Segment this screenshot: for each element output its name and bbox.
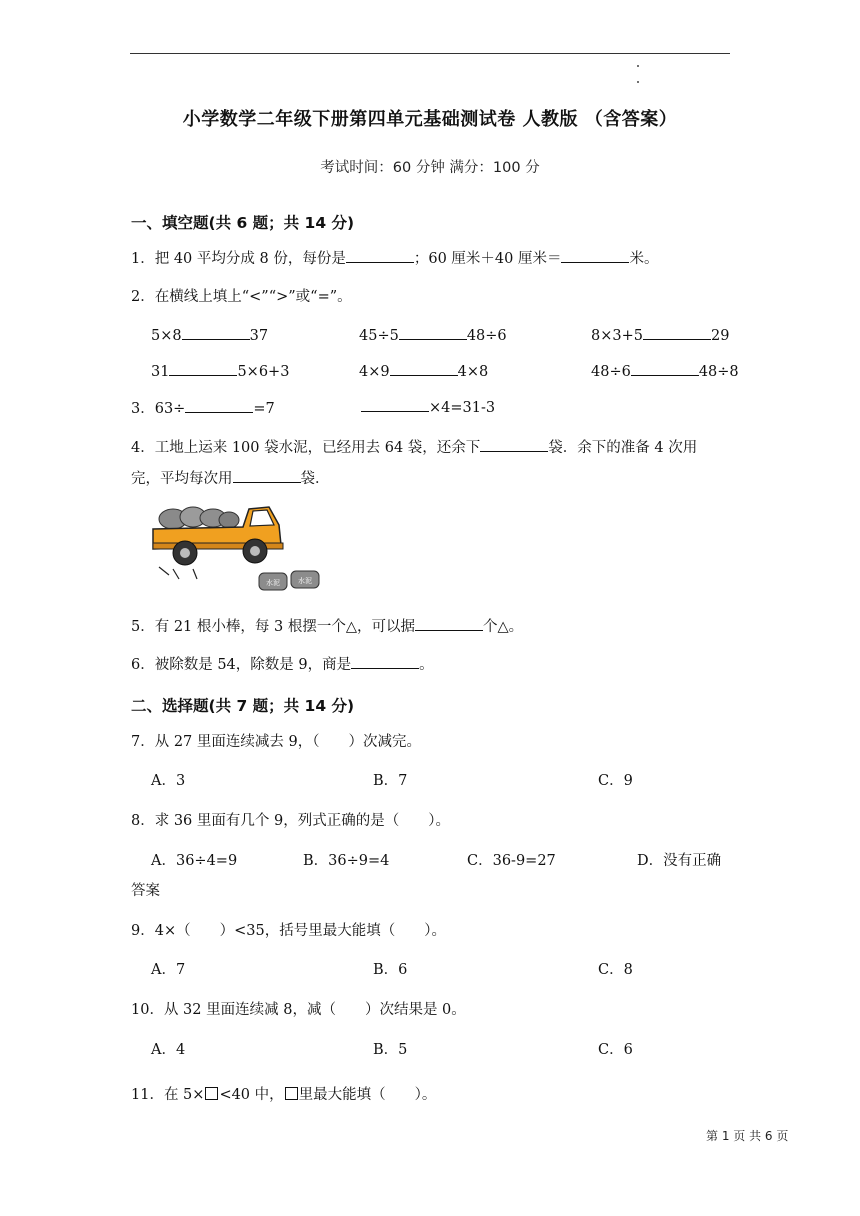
option-continuation: 答案 <box>131 883 160 899</box>
exam-info: 考试时间：60 分钟 满分：100 分 <box>320 160 540 176</box>
page-footer: 第 1 页 共 6 页 <box>706 1129 789 1143</box>
question-8: 8．求 36 里面有几个 9，列式正确的是（ ）。 <box>131 813 450 829</box>
compare-item: 31 5×6+3 <box>151 361 289 380</box>
question-11: 11．在 5× <40 中， 里最大能填（ ）。 <box>131 1087 437 1103</box>
option: A．3 <box>151 773 186 789</box>
question-6: 6．被除数是 54，除数是 9，商是 。 <box>131 653 434 674</box>
option: B．7 <box>373 773 408 789</box>
box-symbol <box>285 1087 298 1100</box>
option: B．36÷9=4 <box>303 853 390 869</box>
box-symbol <box>205 1087 218 1100</box>
compare-item: 4×9 4×8 <box>359 361 488 380</box>
option: C．8 <box>598 962 633 978</box>
option: A．4 <box>151 1042 186 1058</box>
cement-bag-label: 水泥 <box>298 577 312 585</box>
question-4: 4．工地上运来 100 袋水泥，已经用去 64 袋，还余下 袋．余下的准备 4 次用 <box>131 436 697 457</box>
question-1: 1．把 40 平均分成 8 份，每份是 ；60 厘米＋40 厘米＝ 米。 <box>131 247 658 268</box>
header-dot <box>637 65 639 67</box>
question-3: 3．63÷ =7 <box>131 397 275 418</box>
question-5: 5．有 21 根小棒，每 3 根摆一个△，可以据 个△。 <box>131 615 523 636</box>
compare-item: 5×8 37 <box>151 325 268 344</box>
header-rule <box>130 53 730 54</box>
question-7: 7．从 27 里面连续减去 9，（ ）次减完。 <box>131 734 421 750</box>
option: A．7 <box>151 962 186 978</box>
option: A．36÷4=9 <box>151 853 238 869</box>
option: C．36-9=27 <box>467 853 556 869</box>
question-9: 9．4×（ ）<35，括号里最大能填（ ）。 <box>131 923 446 939</box>
question-10: 10．从 32 里面连续减 8，减（ ）次结果是 0。 <box>131 1002 466 1018</box>
page-title: 小学数学二年级下册第四单元基础测试卷 人教版 （含答案） <box>182 109 678 130</box>
question-4-cont: 完，平均每次用 袋． <box>131 467 330 488</box>
section-heading-choice: 二、选择题(共 7 题；共 14 分) <box>131 697 355 715</box>
section-heading-fill-blank: 一、填空题(共 6 题；共 14 分) <box>131 214 355 232</box>
cement-bag-label: 水泥 <box>266 579 280 587</box>
compare-item: 45÷5 48÷6 <box>359 325 507 344</box>
compare-item: 48÷6 48÷8 <box>591 361 739 380</box>
compare-item: 8×3+5 29 <box>591 325 729 344</box>
option: C．6 <box>598 1042 633 1058</box>
question-3b: ×4=31-3 <box>361 397 495 416</box>
option: C．9 <box>598 773 633 789</box>
question-2: 2．在横线上填上“<”“>”或“=”。 <box>131 289 352 305</box>
option: D．没有正确 <box>637 853 722 869</box>
option: B．5 <box>373 1042 408 1058</box>
truck-illustration <box>145 497 330 595</box>
header-dot <box>637 81 639 83</box>
option: B．6 <box>373 962 408 978</box>
